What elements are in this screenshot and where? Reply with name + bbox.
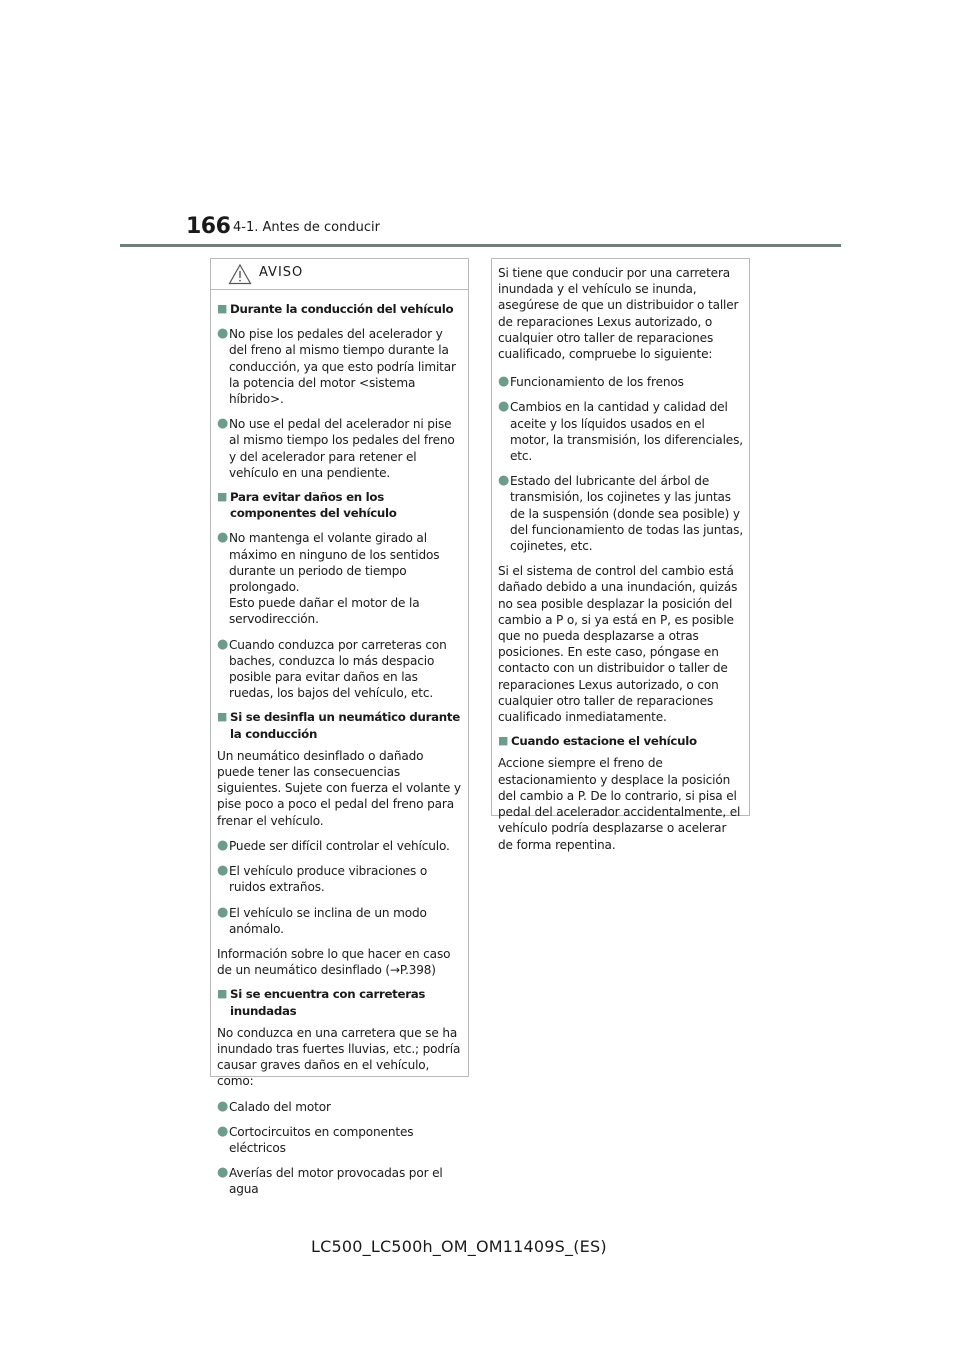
bullet-item: ● No use el pedal del acelerador ni pise al mismo tiempo los pedales del freno y del acelerador para retener el vehículo en una pendiente. — [217, 416, 455, 480]
paragraph: Si el sistema de control del cambio está dañado debido a una inundación, quizás no sea posible desplazar la posición del cambio a P o, si ya está en P, es posible que no pueda desplazarse a otras posiciones. En este caso, póngase en contacto con un distribuidor o taller de reparaciones Lexus autorizado, o con cualquier otro taller de reparaciones cualificado inmediatamente. — [498, 564, 738, 725]
square-bullet-icon: ■ — [217, 490, 228, 504]
bullet-item: ● No mantenga el volante girado al máximo en ninguno de los sentidos durante un periodo de tiempo prolongado. Esto puede dañar el motor de la servodirección. — [217, 530, 440, 627]
bullet-item: ● No pise los pedales del acelerador y del freno al mismo tiempo durante la conducción, ya que esto podría limitar la potencia del motor <sistema híbrido>. — [217, 326, 456, 407]
bullet-dot-icon: ● — [217, 530, 229, 546]
bullet-dot-icon: ● — [217, 1098, 229, 1114]
page-header — [0, 0, 960, 250]
bullet-item: ● Estado del lubricante del árbol de transmisión, los cojinetes y las juntas de la suspensión (donde sea posible) y del funcionamiento de todas las juntas, cojinetes, etc. — [498, 473, 744, 554]
bullet-dot-icon: ● — [217, 636, 229, 652]
footer-doc-code: LC500_LC500h_OM_OM11409S_(ES) — [311, 1237, 607, 1256]
warning-label: AVISO — [259, 265, 304, 280]
paragraph: No conduzca en una carretera que se ha inundado tras fuertes lluvias, etc.; podría causar graves daños en el vehículo, como: — [217, 1025, 461, 1089]
paragraph: Información sobre lo que hacer en caso de un neumático desinflado (→P.398) — [217, 946, 451, 978]
bullet-dot-icon: ● — [498, 374, 510, 390]
square-bullet-icon: ■ — [217, 987, 228, 1001]
page-number: 166 — [186, 214, 231, 239]
subheading: ■ Si se encuentra con carreteras inundadas — [217, 987, 426, 1018]
bullet-dot-icon: ● — [498, 399, 510, 415]
subheading: ■ Para evitar daños en los componentes del vehículo — [217, 490, 397, 521]
warning-box — [210, 258, 469, 1197]
subheading: ■ Durante la conducción del vehículo — [217, 302, 454, 316]
bullet-dot-icon: ● — [217, 416, 229, 432]
section-title: 4-1. Antes de conducir — [233, 220, 380, 235]
warning-header — [211, 259, 468, 290]
bullet-dot-icon: ● — [217, 1165, 229, 1181]
square-bullet-icon: ■ — [498, 734, 509, 748]
bullet-dot-icon: ● — [217, 904, 229, 920]
bullet-item: ● El vehículo se inclina de un modo anómalo. — [217, 904, 427, 936]
page-reference-link[interactable]: →P.398) — [390, 963, 436, 978]
bullet-dot-icon: ● — [217, 837, 229, 853]
bullet-item: ● Calado del motor — [217, 1098, 331, 1114]
bullet-dot-icon: ● — [217, 1123, 229, 1139]
paragraph: Accione siempre el freno de estacionamiento y desplace la posición del cambio a P. De lo contrario, si pisa el pedal del acelerador accidentalmente, el vehículo podría desplazarse o acelerar de forma repentina. — [498, 756, 741, 852]
bullet-item: ● Cortocircuitos en componentes eléctricos — [217, 1123, 414, 1155]
warning-box-continued — [491, 258, 750, 852]
bullet-dot-icon: ● — [217, 326, 229, 342]
warning-triangle-icon — [228, 263, 252, 285]
bullet-item: ● Funcionamiento de los frenos — [498, 374, 684, 390]
bullet-dot-icon: ● — [217, 863, 229, 879]
bullet-item: ● El vehículo produce vibraciones o ruidos extraños. — [217, 863, 428, 895]
square-bullet-icon: ■ — [217, 302, 228, 315]
bullet-item: ● Averías del motor provocadas por el agua — [217, 1165, 443, 1197]
bullet-item: ● Cambios en la cantidad y calidad del aceite y los líquidos usados en el motor, la transmisión, los diferenciales, etc. — [498, 399, 743, 464]
subheading: ■ Si se desinfla un neumático durante la conducción — [217, 710, 460, 741]
paragraph: Si tiene que conducir por una carretera inundada y el vehículo se inunda, asegúrese de que un distribuidor o taller de reparaciones Lexus autorizado, o cualquier otro taller de reparaciones cualificado, compruebe lo siguiente: — [498, 266, 739, 362]
square-bullet-icon: ■ — [217, 710, 228, 724]
subheading: ■ Cuando estacione el vehículo — [498, 734, 697, 749]
bullet-item: ● Cuando conduzca por carreteras con baches, conduzca lo más despacio posible para evitar daños en las ruedas, los bajos del vehículo, etc. — [217, 636, 447, 701]
header-divider — [120, 244, 841, 247]
paragraph: Un neumático desinflado o dañado puede tener las consecuencias siguientes. Sujete con fuerza el volante y pise poco a poco el pedal del freno para frenar el vehículo. — [217, 748, 461, 828]
warning-body — [211, 290, 468, 1198]
bullet-dot-icon: ● — [498, 473, 510, 489]
bullet-item: ● Puede ser difícil controlar el vehículo. — [217, 837, 450, 853]
